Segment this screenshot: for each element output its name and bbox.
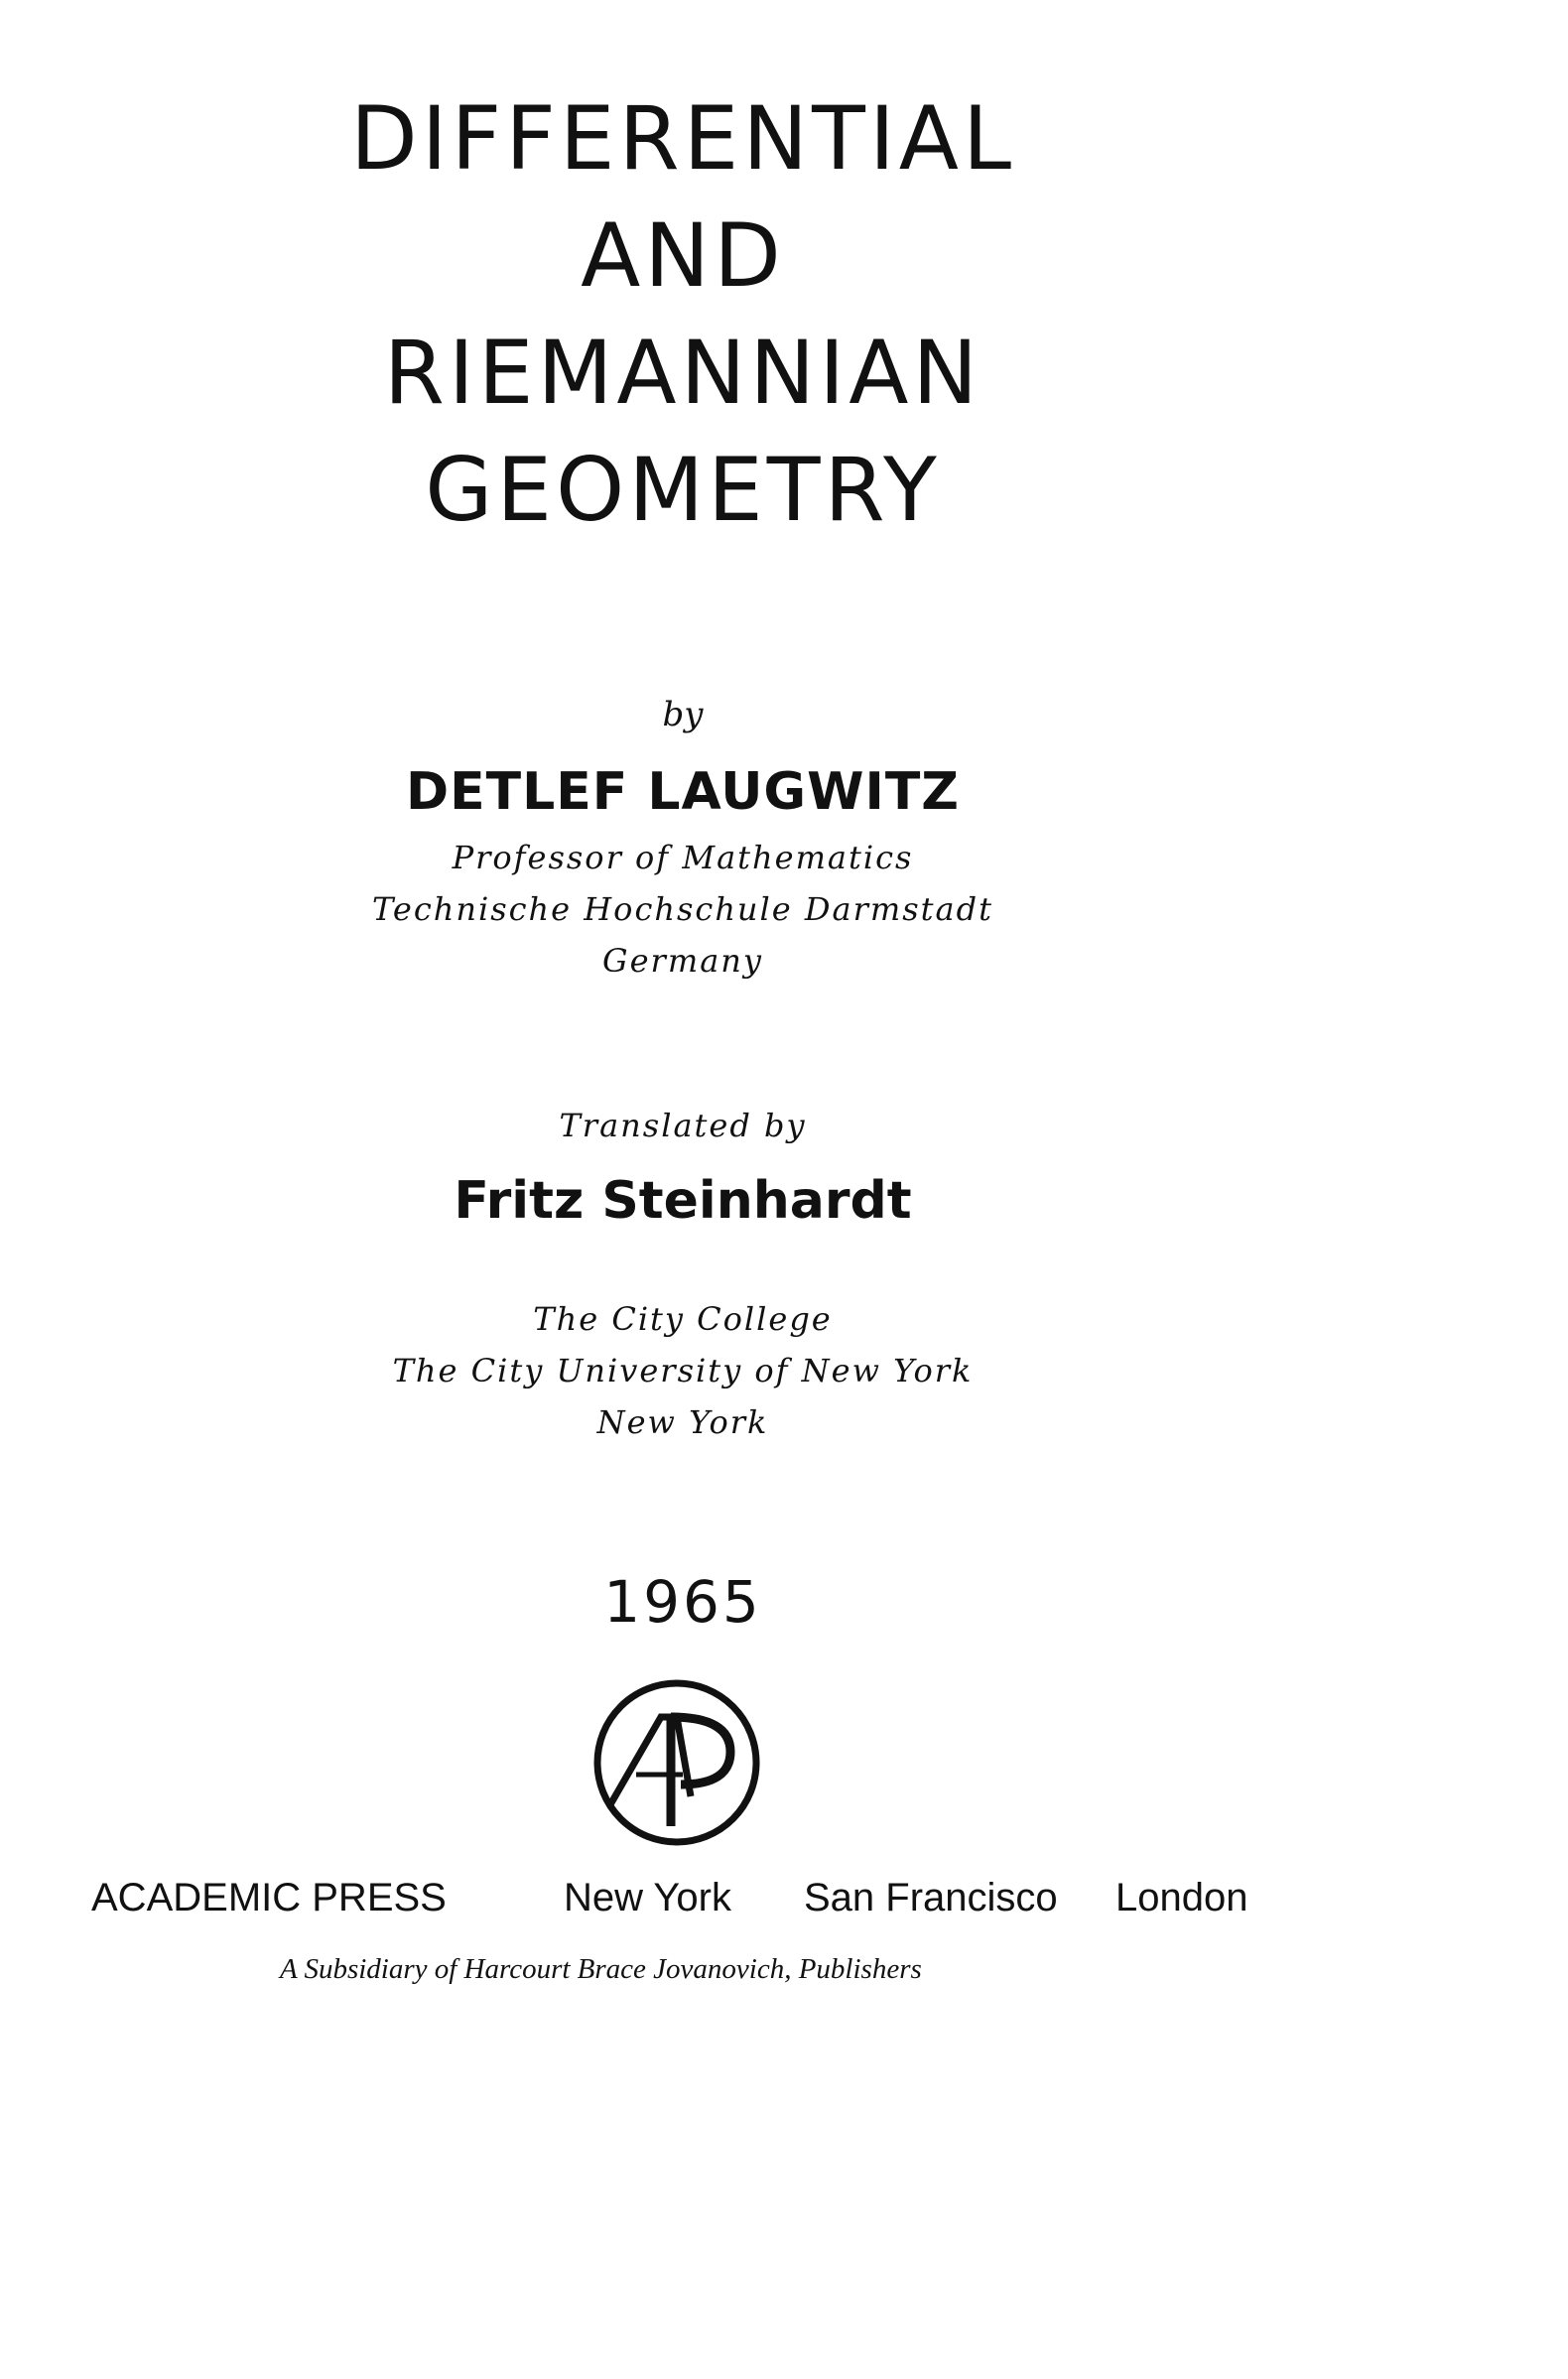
title-line-2: AND	[581, 204, 785, 307]
author-country: Germany	[602, 942, 763, 980]
author-institution: Technische Hochschule Darmstadt	[372, 890, 993, 928]
title-line-3: RIEMANNIAN	[383, 322, 982, 424]
author-name: DETLEF LAUGWITZ	[405, 762, 960, 822]
subsidiary-note: A Subsidiary of Harcourt Brace Jovanovich, Publishers	[280, 1953, 922, 1985]
publisher-city-london: London	[1115, 1876, 1248, 1919]
translated-by-label: Translated by	[559, 1107, 807, 1144]
translator-city: New York	[596, 1403, 769, 1441]
translator-college: The City College	[533, 1300, 833, 1338]
publisher-name: ACADEMIC PRESS	[91, 1876, 447, 1919]
title-line-4: GEOMETRY	[425, 439, 941, 541]
author-position: Professor of Mathematics	[452, 839, 914, 876]
translator-name: Fritz Steinhardt	[454, 1171, 912, 1231]
ap-logo-icon	[591, 1677, 762, 1848]
title-line-1: DIFFERENTIAL	[349, 87, 1016, 190]
publisher-city-sanfrancisco: San Francisco	[804, 1876, 1058, 1919]
by-label: by	[662, 695, 704, 734]
translator-university: The City University of New York	[392, 1352, 974, 1389]
publisher-city-newyork: New York	[564, 1876, 731, 1919]
publication-year: 1965	[603, 1568, 762, 1636]
